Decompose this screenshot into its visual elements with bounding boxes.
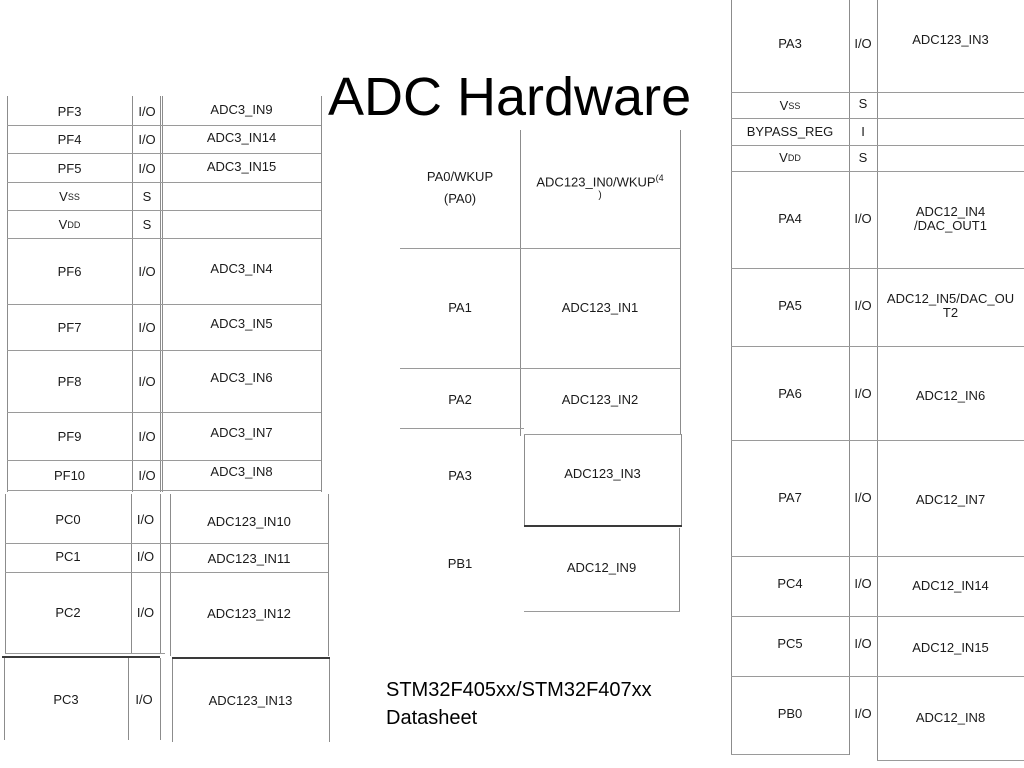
pin-label: PF10 bbox=[53, 468, 86, 483]
pin-type: I/O bbox=[854, 211, 872, 226]
pin-type: I/O bbox=[854, 636, 872, 651]
footnote-mark: (4 bbox=[655, 172, 664, 183]
pin-label: PB0 bbox=[777, 706, 803, 721]
pin-main: V bbox=[58, 217, 68, 232]
datasheet-caption bbox=[386, 676, 652, 732]
pin-function: ADC123_IN11 bbox=[207, 551, 291, 566]
pin-type: S bbox=[858, 96, 868, 111]
pin-label: PC1 bbox=[55, 549, 81, 564]
pin-label: PC3 bbox=[53, 692, 79, 707]
pin-type: I/O bbox=[854, 576, 872, 591]
pin-function: ADC12_IN14 bbox=[912, 578, 989, 593]
pin-label: PA4 bbox=[778, 211, 802, 226]
pin-main: V bbox=[59, 189, 68, 204]
pin-type: I/O bbox=[138, 103, 156, 119]
pin-type: I/O bbox=[136, 511, 155, 527]
pin-label: PF9 bbox=[57, 429, 82, 444]
pin-label-line: (PA0) bbox=[443, 191, 477, 206]
pin-type: I/O bbox=[854, 706, 872, 721]
pin-type: S bbox=[142, 217, 152, 232]
pin-label: PA3 bbox=[448, 468, 472, 483]
pin-function: ADC3_IN7 bbox=[210, 425, 273, 440]
pin-function: ADC123_IN12 bbox=[207, 606, 291, 621]
pin-type: I/O bbox=[854, 386, 872, 401]
pin-function: ADC12_IN6 bbox=[915, 388, 986, 403]
pin-label: PF8 bbox=[57, 374, 82, 389]
pin-function-line: /DAC_OUT1 bbox=[914, 218, 987, 233]
pin-label: PF4 bbox=[57, 131, 82, 147]
pin-function-line: ) bbox=[598, 190, 602, 202]
pin-label: PF5 bbox=[57, 161, 82, 176]
pin-function: ADC3_IN9 bbox=[210, 101, 273, 117]
pin-type: I/O bbox=[138, 374, 156, 389]
pin-label: PA3 bbox=[778, 36, 802, 51]
pin-function: ADC3_IN4 bbox=[210, 261, 273, 276]
pin-label bbox=[7, 212, 132, 238]
pin-function: ADC3_IN14 bbox=[206, 129, 277, 145]
pin-type: I/O bbox=[138, 320, 156, 335]
pin-function: ADC12_IN9 bbox=[566, 560, 637, 575]
pin-label: PC4 bbox=[777, 576, 803, 591]
pin-function: ADC123_IN10 bbox=[207, 513, 291, 529]
pin-label: PB1 bbox=[447, 556, 473, 571]
pin-type: I/O bbox=[138, 429, 156, 444]
pin-label: PC2 bbox=[55, 605, 81, 620]
pin-function bbox=[877, 284, 1024, 328]
pin-type: S bbox=[858, 150, 868, 165]
pin-label: PF6 bbox=[57, 264, 82, 279]
caption-line-2: Datasheet bbox=[386, 707, 478, 729]
pin-function: ADC123_IN13 bbox=[208, 693, 293, 708]
pin-function: ADC3_IN6 bbox=[210, 370, 273, 385]
pin-label bbox=[731, 146, 849, 170]
pin-function: ADC12_IN15 bbox=[912, 640, 989, 655]
pin-type: I/O bbox=[136, 549, 155, 564]
pin-label: PF3 bbox=[57, 103, 82, 119]
pin-function-line: ADC12_IN5/DAC_OU bbox=[886, 291, 1015, 306]
pin-label: PA1 bbox=[448, 300, 472, 315]
pin-label: BYPASS_REG bbox=[746, 124, 834, 139]
pin-label: PA7 bbox=[778, 490, 802, 505]
pin-label bbox=[400, 160, 520, 216]
pin-main: V bbox=[779, 150, 788, 165]
pin-type: I bbox=[861, 124, 865, 139]
pin-function: ADC12_IN7 bbox=[915, 492, 986, 507]
pin-subscript: DD bbox=[787, 153, 801, 163]
pin-type: I/O bbox=[138, 468, 156, 483]
pin-function: ADC123_IN3 bbox=[564, 466, 641, 481]
pin-label bbox=[731, 94, 849, 118]
pin-function-line: ADC12_IN4 bbox=[915, 204, 986, 219]
pin-type: I/O bbox=[138, 161, 156, 176]
pin-type: I/O bbox=[138, 264, 156, 279]
pin-type: I/O bbox=[136, 605, 155, 620]
pin-main: V bbox=[779, 98, 789, 113]
pin-type: I/O bbox=[135, 692, 153, 707]
pin-function: ADC3_IN8 bbox=[210, 464, 273, 479]
pin-label-line: PA0/WKUP bbox=[426, 169, 494, 184]
pin-label: PF7 bbox=[57, 320, 82, 335]
pin-label: PA2 bbox=[448, 392, 472, 407]
caption-line-1: STM32F405xx/STM32F407xx bbox=[386, 679, 652, 701]
pin-label: PA6 bbox=[778, 386, 802, 401]
pin-type: I/O bbox=[854, 298, 872, 313]
pin-label bbox=[7, 184, 132, 210]
slide-title: ADC Hardware bbox=[328, 67, 692, 127]
pin-type: I/O bbox=[138, 131, 156, 147]
pin-subscript: DD bbox=[67, 220, 81, 230]
pin-function: ADC123_IN3 bbox=[912, 32, 989, 47]
pin-function: ADC3_IN5 bbox=[210, 316, 273, 331]
pin-function bbox=[877, 196, 1024, 242]
pin-function-line: T2 bbox=[942, 305, 959, 320]
pin-label: PA5 bbox=[778, 298, 802, 313]
function-text: ADC123_IN0/WKUP bbox=[536, 174, 656, 190]
pin-function: ADC3_IN15 bbox=[206, 159, 277, 174]
pin-function: ADC123_IN1 bbox=[561, 300, 639, 315]
pin-type: I/O bbox=[854, 36, 872, 51]
pin-function: ADC12_IN8 bbox=[915, 710, 986, 725]
pin-subscript: SS bbox=[788, 101, 801, 111]
pin-type: I/O bbox=[854, 490, 872, 505]
pin-function-line bbox=[536, 171, 663, 189]
pin-subscript: SS bbox=[67, 192, 80, 202]
pin-label: PC5 bbox=[777, 636, 803, 651]
pin-type: S bbox=[142, 189, 152, 204]
pin-function bbox=[520, 164, 680, 210]
pin-label: PC0 bbox=[55, 511, 81, 527]
pin-function: ADC123_IN2 bbox=[561, 392, 639, 407]
